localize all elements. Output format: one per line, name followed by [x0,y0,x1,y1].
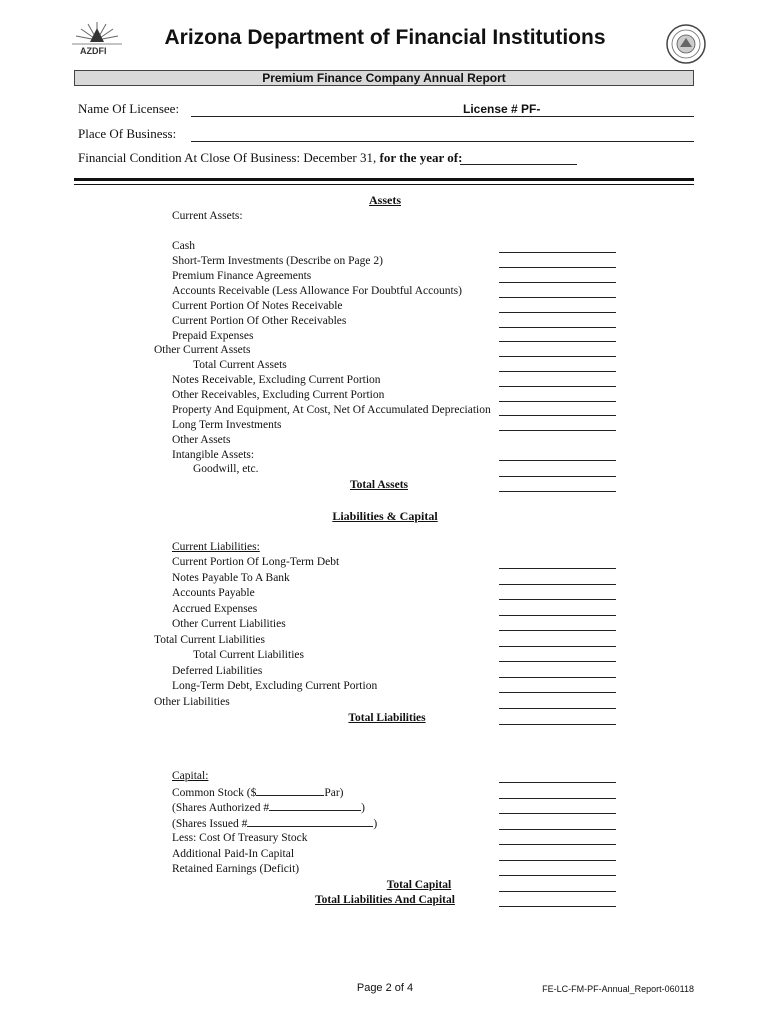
value-line-shares-authorized[interactable] [499,813,616,814]
liability-current-ltd: Current Portion Of Long-Term Debt [172,556,340,568]
asset-other-current-assets: Other Current Assets [154,344,251,356]
value-line-long-term-debt[interactable] [499,692,616,693]
value-line-accounts-payable[interactable] [499,599,616,600]
liability-long-term-debt: Long-Term Debt, Excluding Current Portion [172,680,378,692]
value-line-other-receivables[interactable] [499,401,616,402]
value-line-cash[interactable] [499,252,616,253]
liability-total-current-b: Total Current Liabilities [193,649,304,661]
common-stock-suffix: Par) [324,787,344,799]
value-line-goodwill[interactable] [499,476,616,477]
value-line-short-term-investments[interactable] [499,267,616,268]
total-liabilities-capital-label: Total Liabilities And Capital [315,894,455,906]
shares-issued-close: ) [373,818,378,830]
par-value-line[interactable] [256,785,324,796]
shares-issued-prefix: (Shares Issued # [172,818,248,830]
value-line-treasury[interactable] [499,844,616,845]
arizona-seal [666,24,706,64]
asset-other-assets: Other Assets [172,434,231,446]
retained-earnings: Retained Earnings (Deficit) [172,863,300,875]
liability-accrued-expenses: Accrued Expenses [172,603,258,615]
liability-notes-payable: Notes Payable To A Bank [172,572,290,584]
asset-accounts-receivable: Accounts Receivable (Less Allowance For Doubtful Accounts) [172,285,462,297]
total-assets-label: Total Assets [349,479,409,491]
value-line-prepaid[interactable] [499,341,616,342]
year-line[interactable] [460,164,577,165]
assets-heading: Assets [369,193,401,207]
value-line-accrued[interactable] [499,615,616,616]
value-line-long-term-investments[interactable] [499,430,616,431]
divider-thick [74,178,694,181]
name-of-licensee-label: Name Of Licensee: [78,101,180,116]
shares-authorized-line[interactable] [269,800,361,811]
value-line-paid-in[interactable] [499,860,616,861]
year-label: for the year of: [379,150,463,165]
asset-total-current-assets: Total Current Assets [193,359,287,371]
asset-short-term-investments: Short-Term Investments (Describe on Page 2) [172,255,383,267]
asset-premium-finance-agreements: Premium Finance Agreements [172,270,312,282]
form-code: FE-LC-FM-PF-Annual_Report-060118 [542,984,694,994]
value-line-retained[interactable] [499,875,616,876]
page-title: Arizona Department of Financial Institutions [164,26,606,49]
value-line-total-current-liabilities-a[interactable] [499,646,616,647]
asset-cash: Cash [172,240,195,252]
total-liabilities-label: Total Liabilities [348,712,426,724]
asset-prepaid-expenses: Prepaid Expenses [172,330,254,342]
asset-other-receivables: Other Receivables, Excluding Current Portion [172,389,385,401]
value-line-total-current-assets[interactable] [499,371,616,372]
additional-paid-in: Additional Paid-In Capital [172,848,295,860]
capital-label: Capital: [172,770,209,782]
liability-accounts-payable: Accounts Payable [172,587,255,599]
value-line-shares-issued[interactable] [499,829,616,830]
value-line-notes-receivable[interactable] [499,386,616,387]
value-line-premium-finance[interactable] [499,282,616,283]
value-line-common-stock[interactable] [499,798,616,799]
divider-thin [74,184,694,185]
common-stock-prefix: Common Stock ($ [172,787,257,799]
page-number: Page 2 of 4 [356,982,414,994]
value-line-total-liabilities-capital[interactable] [499,906,616,907]
liability-total-current-a: Total Current Liabilities [154,634,265,646]
shares-issued-row [172,816,377,831]
value-line-capital[interactable] [499,782,616,783]
asset-notes-receivable: Notes Receivable, Excluding Current Portion [172,374,381,386]
common-stock-row [172,785,344,800]
value-line-total-liabilities[interactable] [499,724,616,725]
treasury-stock: Less: Cost Of Treasury Stock [172,832,308,844]
value-line-total-capital[interactable] [499,891,616,892]
asset-intangible-assets: Intangible Assets: [172,449,255,461]
asset-current-other-receivables: Current Portion Of Other Receivables [172,315,347,327]
shares-issued-line[interactable] [247,816,373,827]
value-line-deferred[interactable] [499,677,616,678]
place-of-business-line[interactable] [191,141,694,142]
value-line-other-current-liabilities[interactable] [499,630,616,631]
current-assets-label: Current Assets: [172,210,243,222]
current-liabilities-label: Current Liabilities: [172,541,260,553]
logo-text: AZDFI [80,46,107,56]
place-of-business-label: Place Of Business: [78,126,177,141]
financial-condition-label: Financial Condition At Close Of Business: December 31, [78,150,377,165]
asset-current-notes-receivable: Current Portion Of Notes Receivable [172,300,343,312]
asset-property-equipment: Property And Equipment, At Cost, Net Of Accumulated Depreciation [172,404,491,416]
value-line-intangible[interactable] [499,460,616,461]
total-capital-label: Total Capital [386,879,452,891]
shares-authorized-prefix: (Shares Authorized # [172,802,270,814]
value-line-total-current-liabilities-b[interactable] [499,661,616,662]
name-of-licensee-line[interactable] [191,116,694,117]
value-line-notes-payable[interactable] [499,584,616,585]
value-line-total-assets[interactable] [499,491,616,492]
asset-long-term-investments: Long Term Investments [172,419,282,431]
asset-goodwill: Goodwill, etc. [193,463,259,475]
value-line-other-current-assets[interactable] [499,356,616,357]
value-line-current-ltd[interactable] [499,568,616,569]
value-line-current-other[interactable] [499,327,616,328]
liability-other: Other Liabilities [154,696,230,708]
shares-authorized-close: ) [361,802,365,814]
report-title-bar: Premium Finance Company Annual Report [74,70,694,86]
license-number-label: License # PF- [463,102,541,116]
value-line-current-notes[interactable] [499,312,616,313]
liabilities-capital-heading: Liabilities & Capital [332,509,438,523]
liability-other-current: Other Current Liabilities [172,618,286,630]
liability-deferred: Deferred Liabilities [172,665,263,677]
shares-authorized-row [172,800,365,815]
value-line-other-liabilities[interactable] [499,708,616,709]
value-line-property[interactable] [499,415,616,416]
value-line-accounts-receivable[interactable] [499,297,616,298]
